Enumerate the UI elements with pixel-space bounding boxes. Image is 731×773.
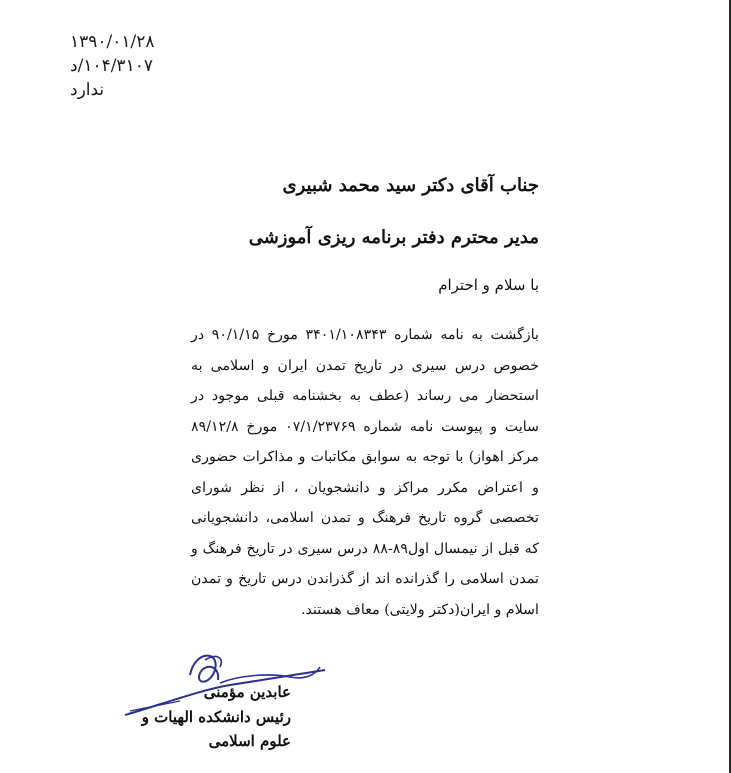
letter-meta [70,30,230,102]
letter-date: ۱۳۹۰/۰۱/۲۸ [70,32,155,52]
letter-attachment: ندارد [70,80,105,100]
signer-title-line1: رئیس دانشکده الهیات و [141,708,291,726]
addressee-title: مدیر محترم دفتر برنامه ریزی آموزشی [248,227,539,248]
greeting: با سلام و احترام [438,276,539,294]
signer-title-line2: علوم اسلامی [208,732,291,750]
addressee-name: جناب آقای دکتر سید محمد شبیری [282,175,539,196]
letter-body: بازگشت به نامه شماره ۳۴۰۱/۱۰۸۳۴۳ مورخ ۹۰/۱/۱۵ در خصوص درس سیری در تاریخ تمدن ایران و اسلامی به استحضار می رساند (عطف به بخشنامه قبلی موجود در سایت و پیوست نامه شماره ۰۷/۱/۲۳۷۶۹ مورخ ۸۹/۱۲/۸ مرکز اهواز) با توجه به سوابق مکاتبات و مذاکرات حضوری و اعتراض مکرر مراکز و دانشجویان ، از نظر شورای تخصصی گروه تاریخ فرهنگ و تمدن اسلامی، دانشجویانی که قبل از نیمسال اول۸۹-۸۸ درس سیری در تاریخ فرهنگ و تمدن اسلامی را گذرانده اند از گذراندن درس تاریخ و تمدن اسلام و ایران(دکتر ولایتی) معاف هستند. [191,327,539,618]
signer-name: عابدین مؤمنی [203,683,291,701]
letter-number: ۱۰۴/۳۱۰۷/د [70,56,153,76]
